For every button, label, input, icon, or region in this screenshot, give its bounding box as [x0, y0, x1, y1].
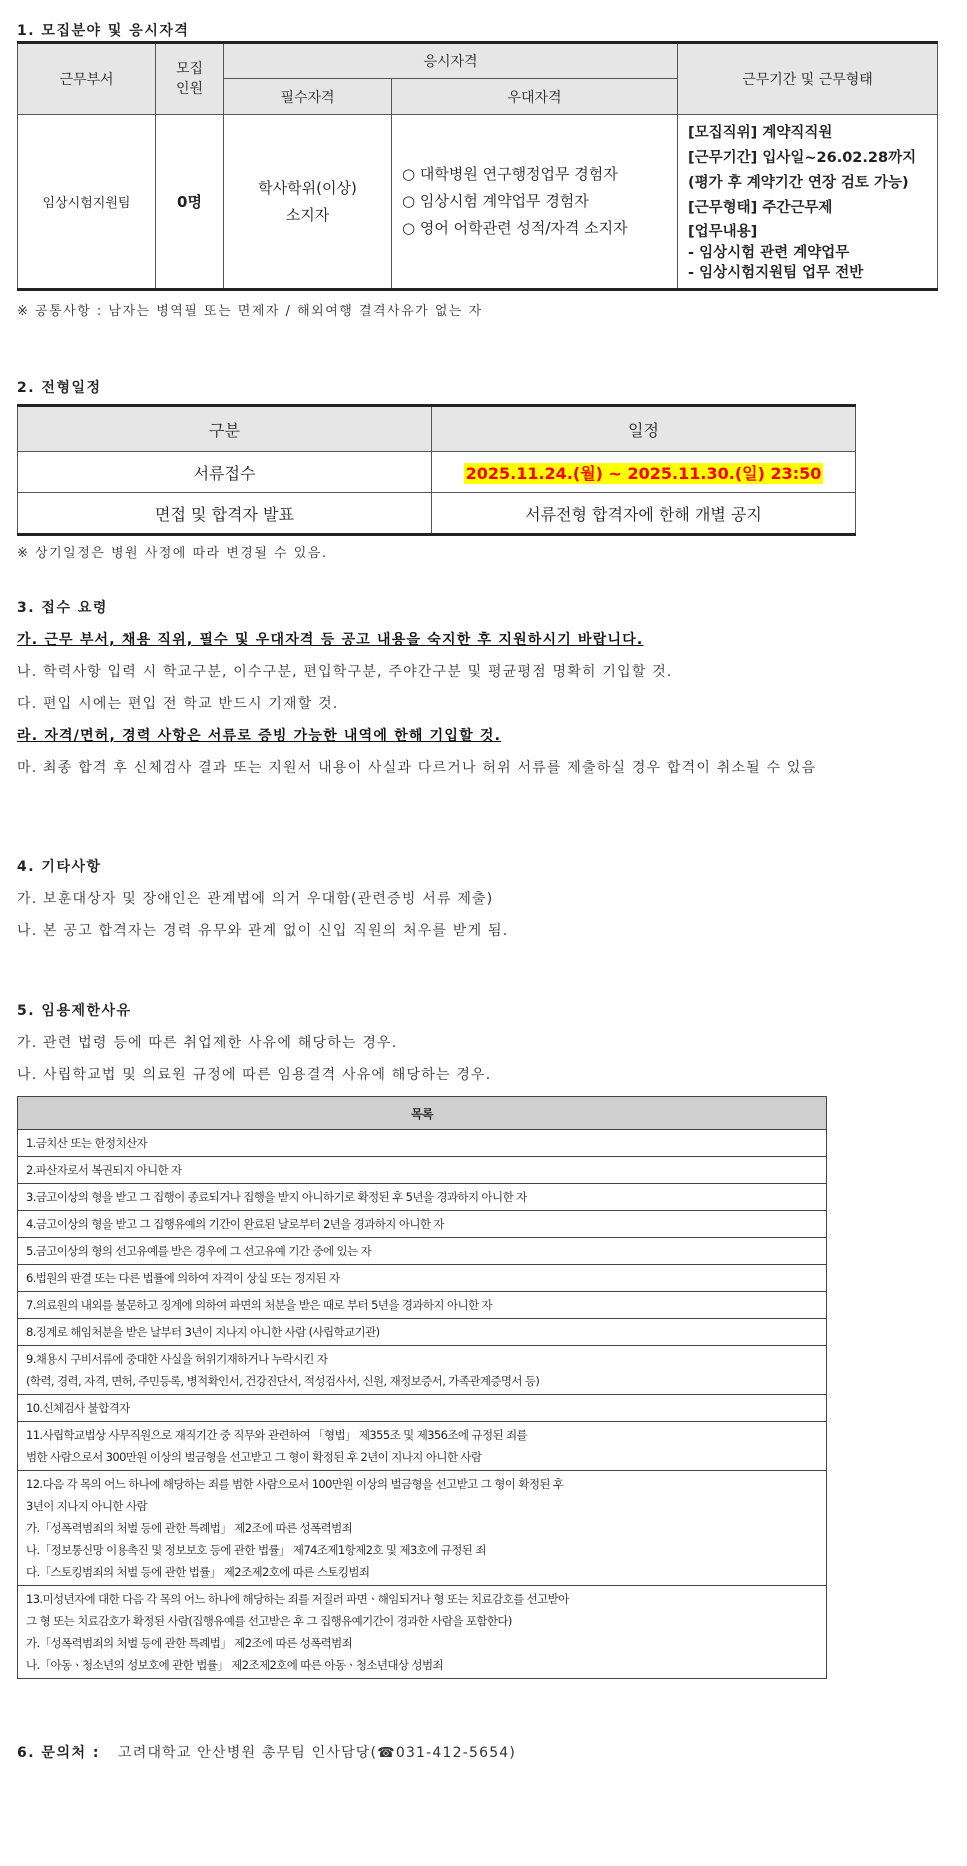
section1-title: 1. 모집분야 및 응시자격 [17, 23, 190, 39]
header-preferred: 우대자격 [392, 79, 678, 115]
list-item-line: 가.「성폭력범죄의 처벌 등에 관한 특례법」 제2조에 따른 성폭력범죄 [26, 1636, 353, 1650]
list-item-line: 9.채용시 구비서류에 중대한 사실을 허위기재하거나 누락시킨 자 [26, 1352, 328, 1366]
preferred-cell [392, 115, 678, 290]
period-line: [업무내용] [688, 223, 758, 240]
list-item [18, 1292, 827, 1319]
period-line: - 임상시험 관련 계약업무 [688, 244, 850, 261]
list-item [18, 1395, 827, 1422]
list-item-line: 나.「아동ㆍ청소년의 성보호에 관한 법률」 제2조제2호에 따른 아동ㆍ청소년대상 성범죄 [26, 1658, 443, 1672]
period-line: - 임상시험지원팀 업무 전반 [688, 264, 864, 281]
list-item-line: 1.금치산 또는 한정치산자 [26, 1136, 147, 1150]
list-item-line: 3년이 지나지 아니한 사람 [26, 1499, 147, 1513]
schedule-category: 면접 및 합격자 발표 [18, 493, 432, 535]
section2-note: ※ 상기일정은 병원 사정에 따라 변경될 수 있음. [17, 546, 328, 561]
table-row [18, 1319, 827, 1346]
list-item [18, 1471, 827, 1586]
list-item-line: 10.신체검사 불합격자 [26, 1401, 130, 1415]
list-item-line: 8.징계로 해임처분을 받은 날부터 3년이 지나지 아니한 사람 (사립학교기관) [26, 1325, 380, 1339]
section5-item: 나. 사립학교법 및 의료원 규정에 따른 임용결격 사유에 해당하는 경우. [17, 1067, 492, 1083]
header-count: 모집 인원 [156, 43, 224, 115]
section3-item: 마. 최종 합격 후 신체검사 결과 또는 지원서 내용이 사실과 다르거나 허위 서류를 제출하실 경우 합격이 취소될 수 있음 [17, 760, 817, 776]
section4-item: 나. 본 공고 합격자는 경력 유무와 관계 없이 신입 직원의 처우를 받게 됨. [17, 923, 509, 939]
required-cell [224, 115, 392, 290]
list-item-line: 그 형 또는 치료감호가 확정된 사람(집행유예를 선고받은 후 그 집행유예기간이 경과한 사람을 포함한다) [26, 1614, 512, 1628]
table-row [18, 1346, 827, 1395]
section3-item: 나. 학력사항 입력 시 학교구분, 이수구분, 편입학구분, 주야간구분 및 평균평점 명확히 기입할 것. [17, 664, 673, 680]
contact-info: 고려대학교 안산병원 총무팀 인사담당(☎031-412-5654) [118, 1745, 517, 1761]
list-item-line: 7.의료원의 내외를 불문하고 징계에 의하여 파면의 처분을 받은 때로 부터 5년을 경과하지 아니한 자 [26, 1298, 493, 1312]
list-item [18, 1265, 827, 1292]
period-line: [근무기간] 입사일~26.02.28까지 [688, 149, 917, 166]
period-cell [678, 115, 938, 290]
list-item [18, 1238, 827, 1265]
table-row [18, 1238, 827, 1265]
recruitment-table [17, 41, 938, 291]
header-dept: 근무부서 [18, 43, 156, 115]
table-row [18, 1157, 827, 1184]
section6-title: 6. 문의처 : [17, 1745, 100, 1761]
section5-title: 5. 임용제한사유 [17, 1003, 132, 1019]
table-row [18, 1471, 827, 1586]
list-item-line: 가.「성폭력범죄의 처벌 등에 관한 특례법」 제2조에 따른 성폭력범죄 [26, 1521, 353, 1535]
table-row [18, 1130, 827, 1157]
list-item-line: 2.파산자로서 복권되지 아니한 자 [26, 1163, 182, 1177]
section3-item: 다. 편입 시에는 편입 전 학교 반드시 기재할 것. [17, 696, 339, 712]
preferred-item: ○ 대학병원 연구행정업무 경험자 [402, 165, 618, 183]
table-row [18, 1586, 827, 1679]
table-row [18, 1395, 827, 1422]
table-row [18, 1292, 827, 1319]
section2-title: 2. 전형일정 [17, 380, 102, 396]
schedule-category: 서류접수 [18, 452, 432, 493]
list-item [18, 1346, 827, 1395]
dept-cell: 임상시험지원팀 [18, 115, 156, 290]
preferred-item: ○ 영어 어학관련 성적/자격 소지자 [402, 219, 628, 237]
table-row [18, 1422, 827, 1471]
list-item-line: 11.사립학교법상 사무직원으로 재직기간 중 직무와 관련하여 「형법」 제355조 및 제356조에 규정된 죄를 [26, 1428, 528, 1442]
list-item-line: 3.금고이상의 형을 받고 그 집행이 종료되거나 집행을 받지 아니하기로 확정된 후 5년을 경과하지 아니한 자 [26, 1190, 527, 1204]
list-item [18, 1130, 827, 1157]
disqualification-list [18, 1130, 827, 1679]
header-schedule: 일정 [432, 406, 856, 452]
section3-title: 3. 접수 요령 [17, 600, 108, 616]
count-cell: 0명 [156, 115, 224, 290]
header-required: 필수자격 [224, 79, 392, 115]
list-item-line: 5.금고이상의 형의 선고유예를 받은 경우에 그 선고유예 기간 중에 있는 자 [26, 1244, 372, 1258]
list-item [18, 1586, 827, 1679]
header-category: 구분 [18, 406, 432, 452]
required-line-2: 소지자 [285, 205, 330, 224]
schedule-table [17, 404, 856, 536]
list-item-line: (학력, 경력, 자격, 면허, 주민등록, 병적확인서, 건강진단서, 적성검사서, 신원, 재정보증서, 가족관계증명서 등) [26, 1374, 540, 1388]
period-line: [근무형태] 주간근무제 [688, 199, 833, 216]
list-item [18, 1157, 827, 1184]
list-item-line: 다.「스토킹범죄의 처벌 등에 관한 법률」 제2조제2호에 따른 스토킹범죄 [26, 1565, 370, 1579]
list-item [18, 1211, 827, 1238]
preferred-item: ○ 임상시험 계약업무 경험자 [402, 192, 589, 210]
list-item-line: 6.법원의 판결 또는 다른 법률에 의하여 자격이 상실 또는 정지된 자 [26, 1271, 340, 1285]
list-item [18, 1422, 827, 1471]
list-item-line: 13.미성년자에 대한 다음 각 목의 어느 하나에 해당하는 죄를 저질러 파면ㆍ해임되거나 형 또는 치료감호를 선고받아 [26, 1592, 569, 1606]
section1-note: ※ 공통사항 : 남자는 병역필 또는 면제자 / 해외여행 결격사유가 없는 자 [17, 304, 483, 319]
table-row [18, 1211, 827, 1238]
period-line: (평가 후 계약기간 연장 검토 가능) [688, 174, 909, 191]
list-item-line: 12.다음 각 목의 어느 하나에 해당하는 죄를 범한 사람으로서 100만원 이상의 벌금형을 선고받고 그 형이 확정된 후 [26, 1477, 564, 1491]
section4-title: 4. 기타사항 [17, 859, 102, 875]
list-item [18, 1319, 827, 1346]
section5-item: 가. 관련 법령 등에 따른 취업제한 사유에 해당하는 경우. [17, 1035, 398, 1051]
list-item-line: 4.금고이상의 형을 받고 그 집행유예의 기간이 완료된 날로부터 2년을 경과하지 아니한 자 [26, 1217, 444, 1231]
header-period: 근무기간 및 근무형태 [678, 43, 938, 115]
schedule-value: 서류전형 합격자에 한해 개별 공지 [432, 493, 856, 535]
required-line-1: 학사학위(이상) [258, 178, 357, 197]
table-row [18, 1184, 827, 1211]
list-item-line: 나.「정보통신망 이용촉진 및 정보보호 등에 관한 법률」 제74조제1항제2호 및 제3호에 규정된 죄 [26, 1543, 486, 1557]
section3-item: 라. 자격/면허, 경력 사항은 서류로 증빙 가능한 내역에 한해 기입할 것. [17, 728, 502, 744]
list-item-line: 범한 사람으로서 300만원 이상의 벌금형을 선고받고 그 형이 확정된 후 2년이 지나지 아니한 사람 [26, 1450, 482, 1464]
period-line: [모집직위] 계약직직원 [688, 124, 833, 141]
list-header: 목록 [18, 1097, 827, 1130]
highlighted-date: 2025.11.24.(월) ~ 2025.11.30.(일) 23:50 [465, 463, 822, 483]
schedule-value-cell [432, 452, 856, 493]
header-qualification: 응시자격 [224, 43, 678, 79]
section3-item: 가. 근무 부서, 채용 직위, 필수 및 우대자격 등 공고 내용을 숙지한 후 지원하시기 바랍니다. [17, 632, 644, 648]
list-item [18, 1184, 827, 1211]
disqualification-table [17, 1096, 827, 1679]
table-row [18, 1265, 827, 1292]
section4-item: 가. 보훈대상자 및 장애인은 관계법에 의거 우대함(관련증빙 서류 제출) [17, 891, 494, 907]
